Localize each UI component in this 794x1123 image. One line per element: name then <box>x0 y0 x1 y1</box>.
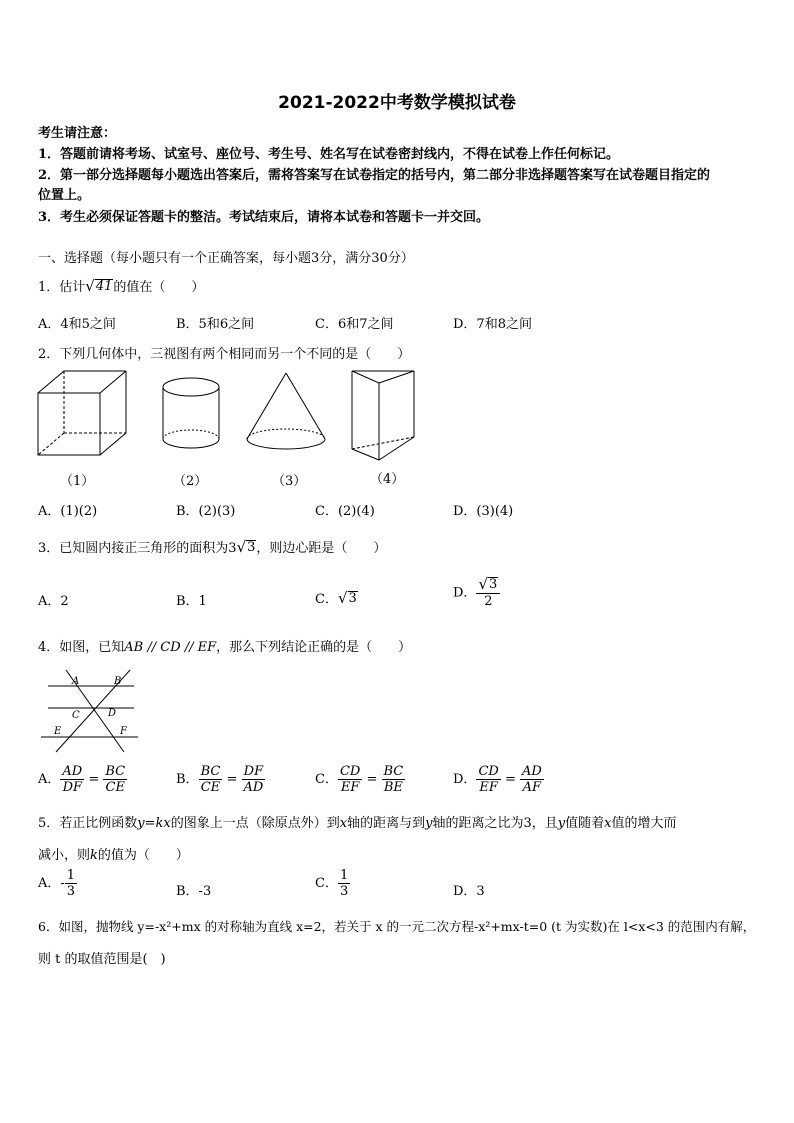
question-2: 2．下列几何体中，三视图有两个相同而另一个不同的是（ ） <box>38 347 411 362</box>
notice-heading: 考生请注意： <box>38 126 117 141</box>
q4-option-a[interactable]: A． $\frac{AD}{DF}$ = $\frac{BC}{CE}$ <box>38 764 126 795</box>
prism-figure <box>352 371 414 460</box>
q5-text-1: 5．若正比例函数 <box>38 816 138 831</box>
sqrt-41: √ 41 <box>85 277 113 295</box>
sqrt-3: √ 3 <box>236 538 256 556</box>
question-6-cont: 则 t 的取值范围是( ) <box>38 952 166 967</box>
frac-den: BE <box>383 780 403 795</box>
q3-d-fraction: √ 3 2 <box>476 577 500 609</box>
q4-option-d[interactable]: D． $\frac{CD}{EF}$ = $\frac{AD}{AF}$ <box>453 764 542 795</box>
frac-den: 3 <box>66 884 76 899</box>
q3-option-d[interactable] <box>453 577 500 609</box>
q3-radicand: 3 <box>247 540 256 555</box>
frac-num: AD <box>62 764 83 779</box>
q3-option-b[interactable]: B．1 <box>176 594 207 609</box>
q5-x2: x <box>604 816 612 831</box>
question-4 <box>38 636 411 655</box>
question-5 <box>38 812 676 831</box>
q5-a-label: A．- <box>38 876 65 891</box>
question-5-cont <box>38 844 189 863</box>
frac-num: CD <box>339 764 361 779</box>
notice-item-1: 1．答题前请将考场、试室号、座位号、考生号、姓名写在试卷密封线内，不得在试卷上作任何标记。 <box>38 147 620 162</box>
q5-text-5: 值随着 <box>565 816 605 831</box>
figure-label-2: （2） <box>173 474 208 489</box>
page-title: 2021-2022中考数学模拟试卷 <box>278 93 516 113</box>
q4-c-label: C． <box>315 772 338 787</box>
notice-item-2: 2．第一部分选择题每小题选出答案后，需将答案写在试卷指定的括号内，第二部分非选择题答案写在试卷题目指定的 <box>38 168 711 183</box>
q4-option-b[interactable]: B． $\frac{BC}{CE}$ = $\frac{DF}{AD}$ <box>176 764 264 795</box>
q4-d-left <box>476 764 500 795</box>
q5-a-fraction <box>65 868 77 899</box>
q5-text-7: 减小，则 <box>38 848 91 863</box>
q5-text-8: 的值为（ ） <box>97 848 189 863</box>
frac-den: CE <box>105 780 125 795</box>
q1-option-a[interactable]: A．4和5之间 <box>38 317 116 332</box>
frac-num: BC <box>105 764 126 779</box>
frac-den: AD <box>243 780 264 795</box>
frac-den: EF <box>479 780 498 795</box>
q1-option-b[interactable]: B．5和6之间 <box>176 317 255 332</box>
frac-num: BC <box>383 764 404 779</box>
frac-num: CD <box>478 764 499 779</box>
q1-radicand: 41 <box>95 279 113 294</box>
q5-function: y=kx <box>137 816 171 831</box>
q3-suffix: ，则边心距是（ ） <box>256 541 387 556</box>
q4-a-label: A． <box>38 772 61 787</box>
label-e: E <box>54 726 62 737</box>
frac-num: AD <box>521 764 542 779</box>
q2-option-d[interactable]: D．(3)(4) <box>453 504 514 519</box>
frac-den: CE <box>200 780 221 795</box>
label-d: D <box>108 708 117 719</box>
figure-label-4: （4） <box>370 472 405 487</box>
q3-c-label: C． <box>315 592 338 607</box>
q5-k: k <box>90 848 98 863</box>
q2-option-a[interactable]: A．(1)(2) <box>38 504 98 519</box>
q2-option-c[interactable]: C．(2)(4) <box>315 504 375 519</box>
q4-c-right <box>382 764 406 795</box>
q3-c-sqrt: √ 3 <box>337 589 357 607</box>
q3-prefix: 3．已知圆内接正三角形的面积为 <box>38 541 229 556</box>
q3-c-radicand: 3 <box>348 591 357 606</box>
frac-num: BC <box>200 764 221 779</box>
q1-option-c[interactable]: C．6和7之间 <box>315 317 394 332</box>
q1-prefix: 1．估计 <box>38 280 86 295</box>
q4-c-left <box>338 764 362 795</box>
q1-suffix: 的值在（ ） <box>113 280 205 295</box>
question-1 <box>38 276 204 295</box>
q4-b-label: B． <box>176 772 199 787</box>
q5-x: x <box>339 816 348 831</box>
q5-option-d[interactable]: D．3 <box>453 884 485 899</box>
q3-coef: 3 <box>228 541 237 556</box>
q3-option-c[interactable] <box>315 588 358 607</box>
q5-option-c[interactable] <box>315 868 350 899</box>
q5-text-3: 轴的距离与到 <box>347 816 426 831</box>
q3-d-label: D． <box>453 585 477 601</box>
q5-c-fraction <box>338 868 350 899</box>
label-f: F <box>120 726 127 737</box>
frac-den: 3 <box>339 884 349 899</box>
cone-figure <box>247 373 325 449</box>
frac-num: 1 <box>339 868 349 883</box>
frac-den: DF <box>62 780 83 795</box>
cylinder-figure <box>163 378 219 448</box>
question-6: 6．如图，抛物线 y=-x²+mx 的对称轴为直线 x=2，若关于 x 的一元二次方程-x²+mx-t=0 (t 为实数)在 l<x<3 的范围内有解， <box>38 919 756 934</box>
q5-text-6: 值的增大而 <box>611 816 677 831</box>
q4-a-left <box>60 764 84 795</box>
q4-d-right <box>520 764 544 795</box>
q3-d-denominator: 2 <box>484 594 493 609</box>
cube-figure <box>38 371 126 455</box>
q5-text-4: 轴的距离之比为3，且 <box>432 816 558 831</box>
q4-d-label: D． <box>453 772 477 787</box>
frac-num: DF <box>243 764 264 779</box>
q4-prefix: 4．如图，已知 <box>38 640 125 655</box>
frac-den: AF <box>522 780 542 795</box>
figure-label-1: （1） <box>60 474 95 489</box>
figure-label-3: （3） <box>272 474 307 489</box>
q5-y2: y <box>557 816 566 831</box>
notice-item-2-cont: 位置上。 <box>38 188 91 203</box>
q5-option-a[interactable] <box>38 868 77 899</box>
q5-y: y <box>425 816 433 831</box>
q4-b-left <box>199 764 223 795</box>
q5-text-2: 的图象上一点（除原点外）到 <box>170 816 340 831</box>
question-3 <box>38 537 386 556</box>
q2-option-b[interactable]: B．(2)(3) <box>176 504 236 519</box>
q4-b-right <box>241 764 265 795</box>
solids-figure <box>30 365 430 465</box>
q3-option-a[interactable]: A．2 <box>38 594 69 609</box>
parallel-lines-figure <box>38 662 142 758</box>
q4-expression: AB // CD // EF <box>124 640 217 655</box>
q1-option-d[interactable]: D．7和8之间 <box>453 317 532 332</box>
q3-d-radicand: 3 <box>489 577 498 592</box>
q5-option-b[interactable]: B．-3 <box>176 884 212 899</box>
q4-suffix: ，那么下列结论正确的是（ ） <box>216 640 412 655</box>
label-b: B <box>114 676 122 687</box>
notice-item-3: 3．考生必须保证答题卡的整洁。考试结束后，请将本试卷和答题卡一并交回。 <box>38 210 490 225</box>
section-heading: 一、选择题（每小题只有一个正确答案，每小题3分，满分30分） <box>38 251 414 266</box>
frac-num: 1 <box>66 868 76 883</box>
label-a: A <box>72 676 80 687</box>
q5-c-label: C． <box>315 876 338 891</box>
q4-option-c[interactable]: C． $\frac{CD}{EF}$ = $\frac{BC}{BE}$ <box>315 764 404 795</box>
label-c: C <box>72 710 80 721</box>
q4-a-right <box>103 764 127 795</box>
frac-den: EF <box>340 780 360 795</box>
